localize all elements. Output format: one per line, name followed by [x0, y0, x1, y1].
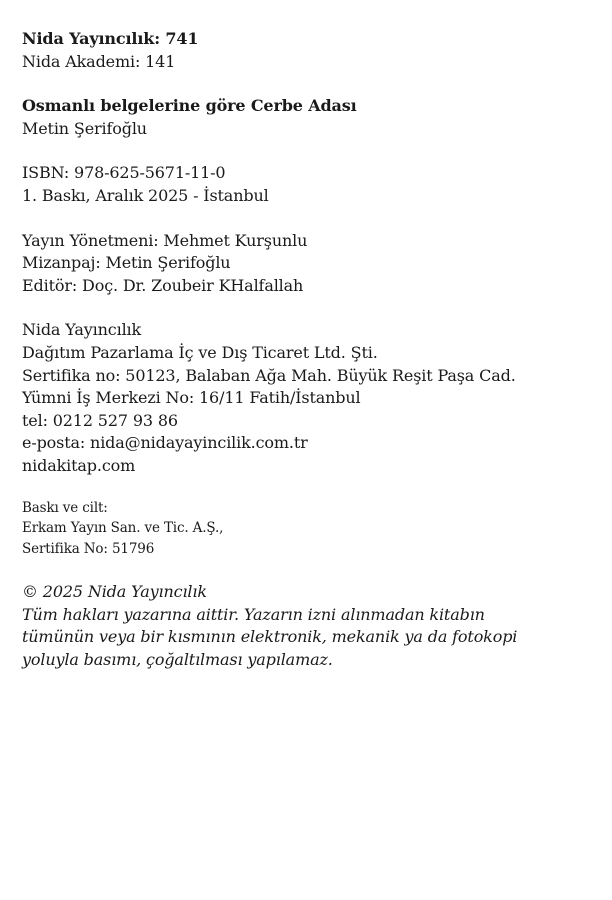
- printing-block: [22, 498, 592, 560]
- publication-block: [22, 162, 592, 207]
- printing-label: Baskı ve cilt:: [22, 499, 108, 516]
- publisher-website: nidakitap.com: [22, 455, 136, 475]
- academy-series-number: Nida Akademi: 141: [22, 51, 176, 71]
- publisher-block: [22, 319, 592, 477]
- printing-company: Erkam Yayın San. ve Tic. A.Ş.,: [22, 520, 224, 536]
- publisher-email: e-posta: nida@nidayayincilik.com.tr: [22, 433, 308, 453]
- book-author: Metin Şerifoğlu: [22, 118, 147, 138]
- edition-info: 1. Baskı, Aralık 2025 - İstanbul: [22, 185, 269, 205]
- printing-certificate: Sertifika No: 51796: [22, 540, 155, 557]
- rights-line-3: yoluyla basımı, çoğaltılması yapılamaz.: [22, 649, 333, 669]
- publisher-company: Dağıtım Pazarlama İç ve Dış Ticaret Ltd. Şti.: [22, 342, 378, 362]
- isbn: ISBN: 978-625-5671-11-0: [22, 163, 226, 183]
- publisher-address: Yümni İş Merkezi No: 16/11 Fatih/İstanbul: [22, 388, 361, 408]
- publisher-series-number: Nida Yayıncılık: 741: [22, 29, 199, 48]
- publisher-name: Nida Yayıncılık: [22, 320, 142, 340]
- editor-credit: Editör: Doç. Dr. Zoubeir KHalfallah: [22, 275, 304, 295]
- publisher-phone: tel: 0212 527 93 86: [22, 410, 178, 430]
- book-block: [22, 95, 592, 140]
- rights-line-2: tümünün veya bir kısmının elektronik, mekanik ya da fotokopi: [22, 627, 518, 647]
- rights-line-1: Tüm hakları yazarına aittir. Yazarın izni alınmadan kitabın: [22, 604, 485, 624]
- imprint-page: [22, 28, 592, 671]
- book-title: Osmanlı belgelerine göre Cerbe Adası: [22, 96, 357, 116]
- copyright-notice: © 2025 Nida Yayıncılık: [22, 582, 207, 601]
- publisher-certificate-address: Sertifika no: 50123, Balaban Ağa Mah. Büyük Reşit Paşa Cad.: [22, 365, 516, 385]
- director-credit: Yayın Yönetmeni: Mehmet Kurşunlu: [22, 230, 308, 250]
- copyright-block: [22, 581, 592, 671]
- series-block: [22, 28, 592, 73]
- credits-block: [22, 230, 592, 298]
- layout-credit: Mizanpaj: Metin Şerifoğlu: [22, 253, 231, 273]
